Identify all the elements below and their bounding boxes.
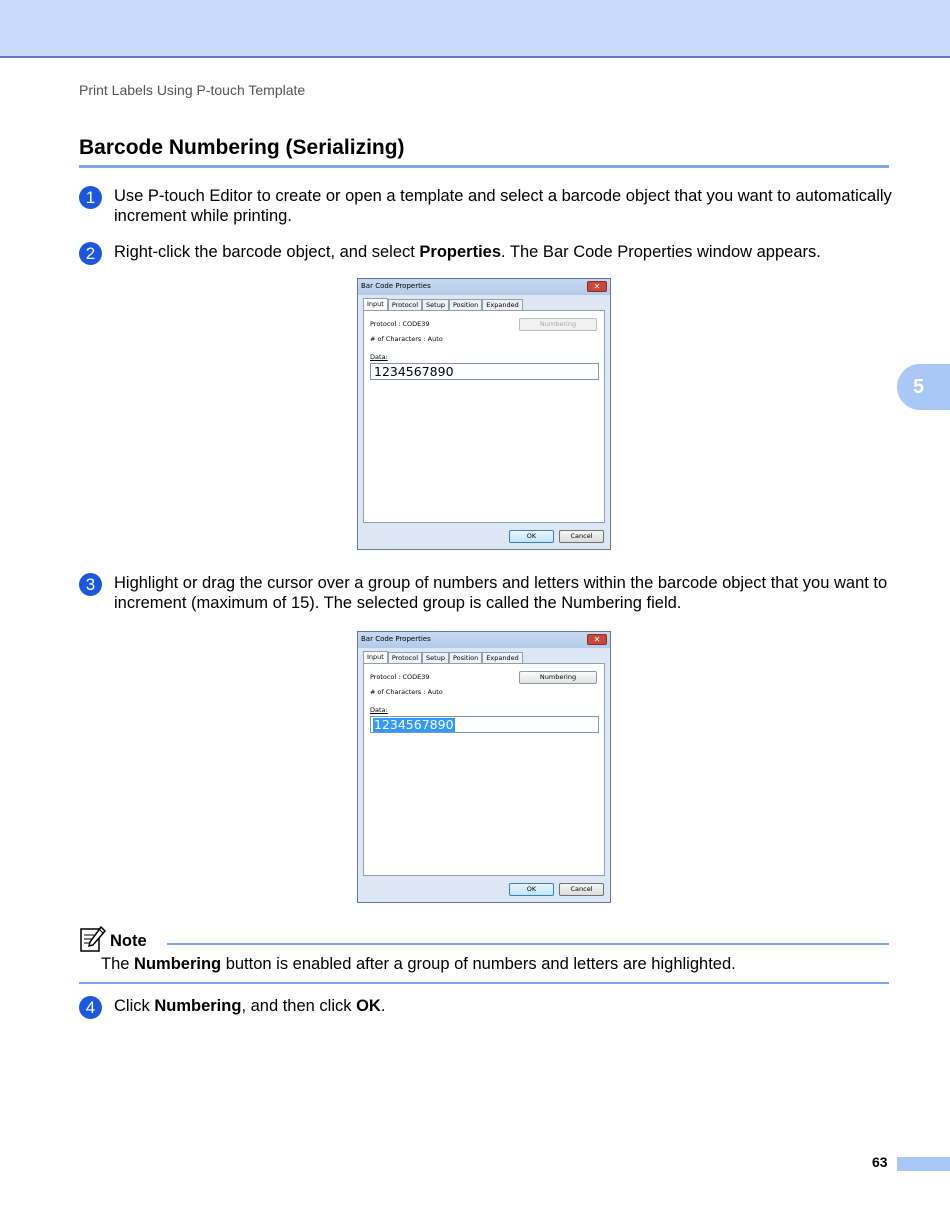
step-3 [79,573,894,613]
tab-setup[interactable]: Setup [422,652,449,664]
step-text-3: Highlight or drag the cursor over a group of numbers and letters within the barcode object that you want to increment (maximum of 15). The selected group is called the Numbering field. [114,574,888,612]
chapter-tab: 5 [897,364,950,410]
step-2 [79,242,894,262]
step-4 [79,996,894,1016]
characters-label: # of Characters : Auto [370,688,443,696]
dialog-panel [363,663,605,876]
step-number-1: 1 [79,186,102,209]
numbering-button[interactable]: Numbering [519,671,597,684]
cancel-button[interactable]: Cancel [559,883,604,896]
dialog-panel [363,310,605,523]
tab-protocol[interactable]: Protocol [388,652,422,664]
step-text-4: Click Numbering, and then click OK. [114,997,386,1015]
step-number-4: 4 [79,996,102,1019]
numbering-button: Numbering [519,318,597,331]
step-text-1: Use P-touch Editor to create or open a template and select a barcode object that you want to automatically increment while printing. [114,187,892,225]
ok-button[interactable]: OK [509,883,554,896]
tab-position[interactable]: Position [449,652,482,664]
characters-label: # of Characters : Auto [370,335,443,343]
page-number: 63 [872,1154,888,1170]
step-1 [79,186,894,226]
running-title: Print Labels Using P-touch Template [79,82,306,98]
close-icon[interactable]: ✕ [587,634,607,645]
protocol-label: Protocol : CODE39 [370,320,430,328]
tab-expanded[interactable]: Expanded [482,652,522,664]
cancel-button[interactable]: Cancel [559,530,604,543]
note-heading: Note [110,932,147,950]
tab-input[interactable]: Input [363,298,388,311]
dialog-titlebar [358,632,610,648]
tab-position[interactable]: Position [449,299,482,311]
protocol-label: Protocol : CODE39 [370,673,430,681]
note-text: The Numbering button is enabled after a group of numbers and letters are highlighted. [101,955,736,973]
dialog-title: Bar Code Properties [361,282,431,290]
header-band [0,0,950,58]
close-icon[interactable]: ✕ [587,281,607,292]
data-value-selected: 1234567890 [374,717,454,732]
page-number-bar [897,1157,950,1171]
note-divider-bottom [79,982,889,984]
dialog-title: Bar Code Properties [361,635,431,643]
data-label: Data: [370,706,388,714]
step-number-2: 2 [79,242,102,265]
note-divider-top [167,943,889,945]
tab-setup[interactable]: Setup [422,299,449,311]
tab-protocol[interactable]: Protocol [388,299,422,311]
step-number-3: 3 [79,573,102,596]
bar-code-properties-dialog-1 [357,278,611,550]
dialog-titlebar [358,279,610,295]
bar-code-properties-dialog-2 [357,631,611,903]
data-label: Data: [370,353,388,361]
data-input[interactable] [370,716,599,733]
tab-input[interactable]: Input [363,651,388,664]
title-divider [79,165,889,168]
data-input[interactable] [370,363,599,380]
note-pencil-icon [79,925,107,958]
data-value: 1234567890 [374,364,454,379]
step-text-2: Right-click the barcode object, and select Properties. The Bar Code Properties window appears. [114,243,821,261]
section-title: Barcode Numbering (Serializing) [79,136,405,159]
ok-button[interactable]: OK [509,530,554,543]
tab-expanded[interactable]: Expanded [482,299,522,311]
